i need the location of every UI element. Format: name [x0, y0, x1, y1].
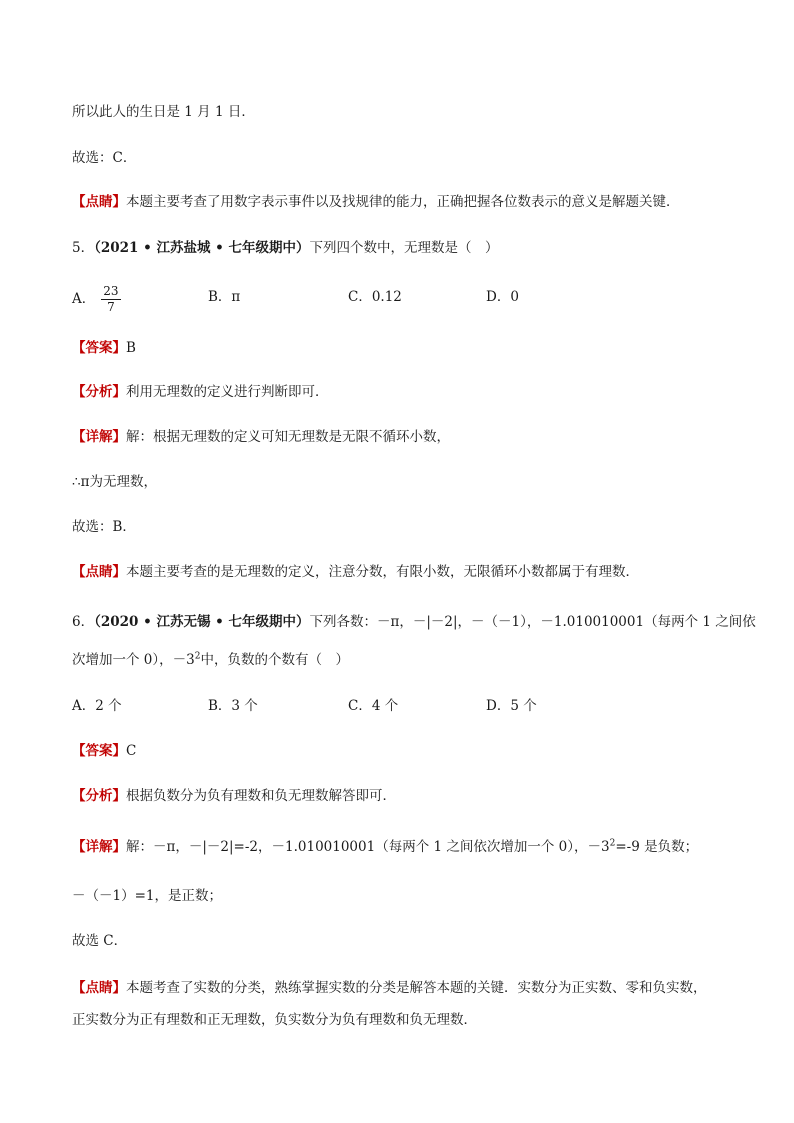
detail-text: =-9 是负数；: [615, 839, 699, 855]
q6-stem-line-2: [72, 650, 349, 670]
question-number: 6．: [72, 614, 95, 630]
question-text: 中，负数的个数有（ ）: [200, 652, 349, 668]
answer-text: C: [126, 743, 137, 759]
fraction-denominator: 7: [107, 300, 115, 314]
q6-option-a: A．2 个: [72, 698, 122, 714]
q5-detail-2: ∴π为无理数，: [72, 474, 157, 490]
analysis-tag: 【分析】: [72, 788, 126, 804]
q6-option-d: D．5 个: [486, 698, 537, 714]
q6-analysis: [72, 786, 396, 806]
comment-tag: 【点睛】: [72, 194, 126, 210]
analysis-tag: 【分析】: [72, 384, 126, 400]
comment-tag: 【点睛】: [72, 980, 126, 996]
q5-stem: [72, 238, 498, 258]
answer-tag: 【答案】: [72, 340, 126, 356]
q5-answer: [72, 338, 136, 358]
question-text: 下列四个数中，无理数是（ ）: [309, 240, 499, 256]
q5-option-d: D．0: [486, 289, 519, 305]
q5-comment: [72, 562, 639, 582]
analysis-text: 根据负数分为负有理数和负无理数解答即可．: [126, 788, 396, 804]
exponent: 2: [609, 838, 616, 849]
q6-comment-line-1: [72, 978, 707, 998]
comment-tag: 【点睛】: [72, 564, 126, 580]
exponent: 2: [194, 651, 201, 662]
answer-tag: 【答案】: [72, 743, 126, 759]
q5-detail: [72, 427, 450, 447]
question-text: 次增加一个 0），－3: [72, 652, 195, 668]
question-source: （2020 • 江苏无锡 • 七年级期中）: [94, 614, 310, 630]
fraction-numerator: 23: [103, 284, 119, 298]
q5-option-a: [72, 284, 121, 315]
comment-text: 本题主要考查的是无理数的定义，注意分数，有限小数，无限循环小数都属于有理数．: [126, 564, 639, 580]
q6-stem-line-1: [72, 612, 756, 632]
option-label: A．: [72, 291, 96, 307]
q5-option-c: C．0.12: [348, 289, 402, 305]
question-number: 5．: [72, 240, 95, 256]
analysis-text: 利用无理数的定义进行判断即可．: [126, 384, 329, 400]
fraction: [101, 284, 120, 315]
q6-detail: [72, 837, 698, 857]
question-source: （2021 • 江苏盐城 • 七年级期中）: [94, 240, 310, 256]
q6-detail-2: －（－1）=1，是正数；: [72, 888, 222, 904]
q6-choice: 故选 C．: [72, 933, 128, 949]
q6-comment-line-2: 正实数分为正有理数和正无理数，负实数分为负有理数和负无理数．: [72, 1012, 477, 1028]
comment-text: 本题主要考查了用数字表示事件以及找规律的能力，正确把握各位数表示的意义是解题关键．: [126, 194, 680, 210]
q4-conclusion: 所以此人的生日是 1 月 1 日．: [72, 104, 255, 120]
q6-option-b: B．3 个: [208, 698, 258, 714]
detail-text: 解：根据无理数的定义可知无理数是无限不循环小数，: [126, 429, 450, 445]
question-text: 下列各数：－π，－|－2|，－（－1），－1.010010001（每两个 1 之间依: [309, 614, 756, 630]
q6-option-c: C．4 个: [348, 698, 399, 714]
q5-analysis: [72, 382, 329, 402]
q6-answer: [72, 741, 136, 761]
detail-tag: 【详解】: [72, 429, 126, 445]
detail-text: 解：－π，－|－2|=-2，－1.010010001（每两个 1 之间依次增加一个 0），－3: [126, 839, 610, 855]
answer-text: B: [126, 340, 136, 356]
detail-tag: 【详解】: [72, 839, 126, 855]
comment-text: 本题考查了实数的分类，熟练掌握实数的分类是解答本题的关键．实数分为正实数、零和负实数，: [126, 980, 707, 996]
q5-choice: 故选：B．: [72, 519, 136, 535]
q5-option-b: B．π: [208, 289, 241, 305]
q4-choice: 故选：C．: [72, 150, 137, 166]
q4-comment: [72, 192, 680, 212]
